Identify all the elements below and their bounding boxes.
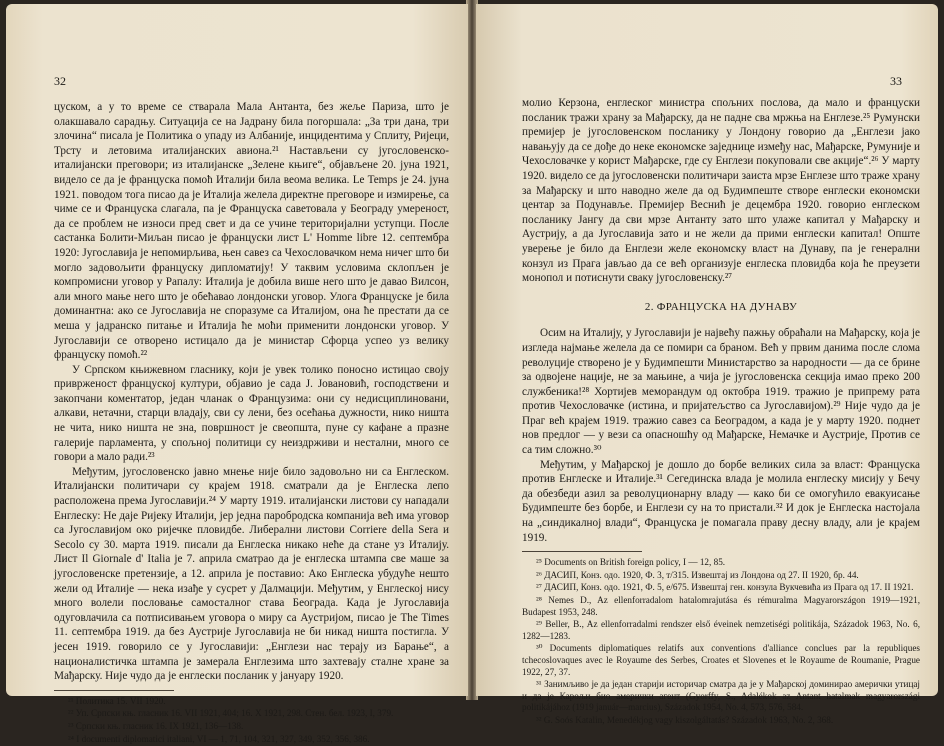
body-paragraph: Међутим, у Мађарској је дошло до борбе великих сила за власт: Француска против Енглеске и Италије.³¹ Сегединска влада је молила енглеску мисију у Бечу да обезбеди азил за револуционарну владу — како би се омогућило евакуисање Будимпеште без борбе, и Енглези су на то пристали.³² И док је Енглеска настојала на „синдикалној влади“, Француска је помагала праву десну владу, али је крајем 1919.: [522, 458, 920, 544]
left-page: [6, 4, 468, 744]
footnote-rule: [54, 690, 174, 691]
footnote: ²⁸ Nemes D., Az ellenforradalom hatalomrajutása és rémuralma Magyarországon 1919—1921, Budapest 1953, 248.: [522, 595, 920, 617]
footnotes: [522, 557, 920, 726]
footnote: ³² G. Soós Katalin, Menedékjog vagy kiszolgáltatás? Századok 1963, No. 2, 368.: [536, 714, 834, 725]
footnote: ²¹ Политика 15. VII 1920.: [68, 695, 166, 706]
right-page-body: [522, 96, 920, 728]
footnote: ³⁰ Documents diplomatiques relatifs aux conventions d'alliance conclues par la republiques tchecoslovaques avec le Royaume des Serbes, Croates et Slovenes et le Royaume de Roumanie, Prague 1922, 27, 37.: [522, 643, 920, 677]
body-paragraph: Осим на Италију, у Југославији је највећу пажњу обраћали на Мађарску, која је изгледа најмање желела да се помири са браном. Већ у првим данима после слома револуције створено је у Будимпешти Министарство за народности — да се брине за одвојене нације, не за мањине, а чија је југословенска секција имао преко 200 службеника!²⁸ Хортијев меморандум од октобра 1919. тражио је припрему рата против Чехословачке (истина, и пријатељство са Југославијом).²⁹ Није чудо да је Праг већ крајем 1919. тражио савез са Београдом, а када је у марту 1920. поднет нов предлог — у вези са опасношћу од Мађарске, Немачке и Аустрије, Против се са тим сложно.³⁰: [522, 327, 920, 457]
body-paragraph: цуском, а у то време се стварала Мала Антанта, без жеље Париза, што је олакшавало сарадњу. Ситуација се на Јадрану била погоршала: „За три дана, три злочина“ писала је Политика о упаду из Албаније, инцидентима у Сплиту, Ријеци, Трсту и летовима италијанских авиона.²¹ Настављени су југословенско-италијански преговори; из италијанске „Зелене књиге“, објављене 20. јуна 1921, видело се да је француска помоћ Италији била веома велика. Le Temps је 24. јуна 1921. поводом тога писао да је Италија желела директне преговоре и измирење, са чиме се и Француска слагала, па је Француска саветовала у Београду умереност, да се проблем не износи пред свет и да се учине територијални уступци. После састанка Болити-Миљан писао је француски лист L' Homme libre 12. септембра 1920: Југославија је непомирљива, њен савез са Чехословачком нема ничег што би могло задовољити француску дипломатију! У таквим условима склопљен је компромисни уговор у Рапалу: Италија је добила више него што је давао Вилсон, али много мање него што је обећавао лондонски уговор. Улога Француске је била доминантна: ако се Југославија не споразуме са Италијом, она ће престати да се меша у јадранско питање и Италија ће моћи применити лондонски уговор. У Југославији се отворено истицало да је министар Сфорца успео уз велику француску помоћ.²²: [54, 101, 449, 362]
footnote: ²⁹ Beller, B., Az ellenforradalmi rendszer első éveinek nemzetiségi politikája, Századok 1963, No. 6, 1282—1283.: [522, 619, 920, 641]
page-number: 33: [890, 74, 902, 88]
body-paragraph: У Српском књижевном гласнику, који је увек толико поносно истицао своју привржeност француској култури, објавио је сада Ј. Јовановић, господствени и закопчани коментатор, један чланак о Французима: они су недисциплиновани, алкави, нетачни, старци владају, сви су лени, без осећања дужности, нико ништа не чита, нико ништа не зна, површност је свеопшта, пуне су кафане а празне галерије парламента, у спољној политици су неиздрживи и нестални, много се говори а мало ради.²³: [54, 363, 449, 464]
left-page-body: [54, 100, 449, 746]
footnote: ²⁶ ДАСИП, Конз. одо. 1920, Ф. 3, т/315. Извештај из Лондона од 27. II 1920, бр. 44.: [536, 569, 859, 580]
footnote: ²⁷ ДАСИП, Конз. одо. 1921, Ф. 5, е/675. Извештај ген. конзула Вукчевића из Прага од 17. II 1921.: [536, 582, 914, 593]
body-paragraph: Међутим, југословенско јавно мнење није било задовољно ни са Енглеском. Италијански политичари су крајем 1918. сматрали да је Енглеска лепо расположена према Југославији.²⁴ У марту 1919. италијански листови су нападали Енглеску: Не даје Ријеку Италији, јер једна паробродска компанија већ има уговор са Југославијом око ријечке пловидбе. Либерални листови Corriere della Sera и Secolo су 30. марта 1919. писали да Енглеска никако неће да стане уз Италију. Лист Il Giornale d' Italia је 7. априла сматрао да је енглеска штампа све маше за југословенске претензије, а 12. априла је поставио: Ако Енглеска убудуће нешто жели од Италије — нека изађе у сусрет у Далмацији. Међутим, у Енглеској нису много волели пословање самосталног става Београда. Када је Југославија одуговлачила са потписивањем уговора о миру са Аустријом, писао је The Times 11. септембра 1919. да без Аустрије Југославија не би никад ништа постигла. У јесен 1919. говорило се у Југославији: „Енглези нас терају из Барање“, а националистичка штампа је замерала Енглезима што захтевају сталне хране за Мађарску. Није чудо да је енглески посланик у јануару 1920.: [54, 465, 449, 683]
footnote-rule: [522, 551, 642, 552]
body-paragraph: молио Керзона, енглеског министра спољних послова, да мало и француски посланик тражи храну за Мађарску, да не падне сва мржња на Енглезе.²⁵ Румунски премијер је југословенском посланику у Лондону говорио да „Енглези јако навањују да се дође до неке економске заједнице између нас, Мађарске, Румуније и Чехословачке у корист Мађарске, где су Енглези покуповали све акције“.²⁶ У марту 1920. видело се да југословенски политичари заиста мрзе Енглезе што траже храну за Мађарску и што наводно желе да од Будимпеште створе енглески економски центар за Подунавље. Премијер Веснић је децембра 1920. говорио енглеском посланику Јангу да сви мрзе Антанту зато што улаже капитал у Мађарску и Аустрију, а да Југославија зато и не жели да прими енглески капитал! Опште уверење је било да Енглези желе економску власт на Дунаву, па је генерални конзул из Прага јављао да се већ организује енглеска пловидба која ће преузети монопол и потиснути сваку југословенску.²⁷: [522, 97, 920, 285]
section-heading: 2. ФРАНЦУСКА НА ДУНАВУ: [644, 300, 798, 313]
footnote: ³¹ Занимљиво је да један старији историчар сматра да је у Мађарској доминирао амерички утицај и да је Карољи био амерички агент (Gyorffy, S., Adalékok az Antant hatalmak magyarországi politikájához (1919 január—marcius), Századok 1954, No. 4, 573, 576, 584.: [522, 679, 920, 713]
footnote: ²³ Српски књ. гласник 16. IX 1921, 136—138.: [68, 720, 244, 731]
footnote: ²⁵ Documents on British foreign policy, I — 12, 85.: [536, 557, 726, 568]
footnotes: [54, 696, 449, 745]
right-page: [476, 4, 938, 725]
page-number: 32: [54, 74, 66, 88]
footnote: ²⁴ I documenti diplomatici italiani, VI — 1, 71, 104, 321, 327, 349, 352, 356, 386.: [68, 733, 370, 744]
footnote: ²² Уп. Српски књ. гласник 16. VII 1921, 404; 16. X 1921, 298. Стен. бел. 1923, I, 379.: [68, 708, 394, 719]
